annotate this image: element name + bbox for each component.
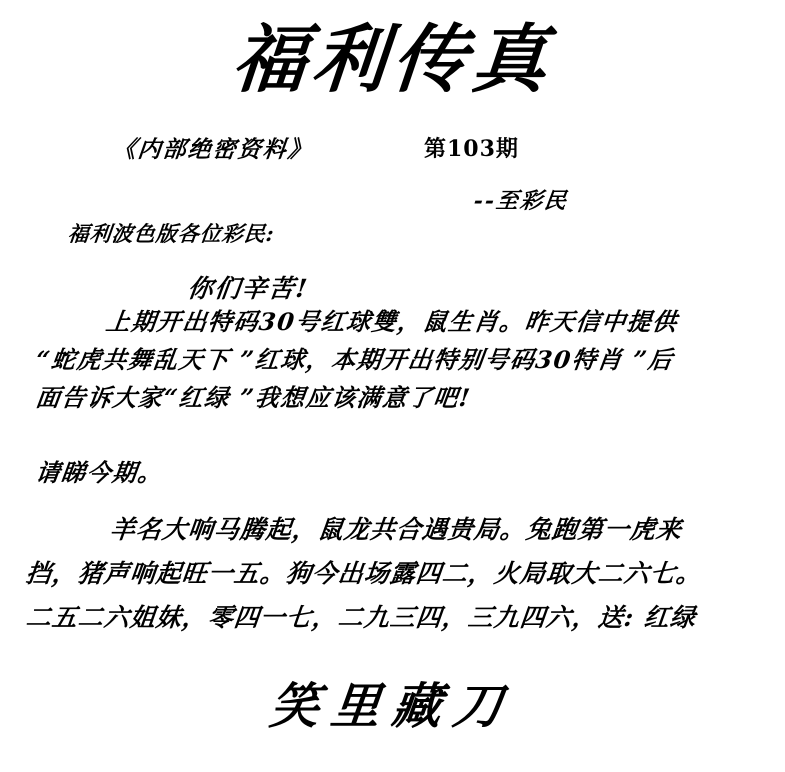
body-paragraph (36, 303, 748, 417)
footer-seal-text: 笑里藏刀 (267, 677, 518, 735)
verse-line: 羊名大响马腾起，鼠龙共合遇贵局。兔跑第一虎来 (108, 515, 684, 544)
confidential-subtitle: 《内部绝密资料》 (111, 136, 315, 163)
verse-line: 挡，猪声响起旺一五。狗今出场露四二，火局取大二六七。 (24, 559, 704, 588)
body-line: 上期开出特码30号红球雙，鼠生肖。昨天信中提供 (104, 307, 680, 336)
body-line: 面告诉大家“红绿 ”我想应该满意了吧! (34, 383, 473, 412)
please-view-line: 请睇今期。 (33, 458, 166, 487)
subtitle-row (0, 131, 785, 165)
verse-paragraph (26, 508, 761, 640)
verse-line: 二五二六姐妹，零四一七，二九三四，三九四六，送: 红绿 (24, 603, 698, 632)
document-title: 福利传真 (228, 17, 557, 103)
body-line: “蛇虎共舞乱天下 ”红球，本期开出特别号码30特肖 ”后 (34, 345, 676, 374)
issue-number: 第103期 (424, 136, 519, 162)
dedication-line: --至彩民 (472, 188, 570, 214)
salutation-line: 福利波色版各位彩民: (66, 221, 277, 246)
exclamation-line: 你们辛苦! (186, 274, 311, 303)
